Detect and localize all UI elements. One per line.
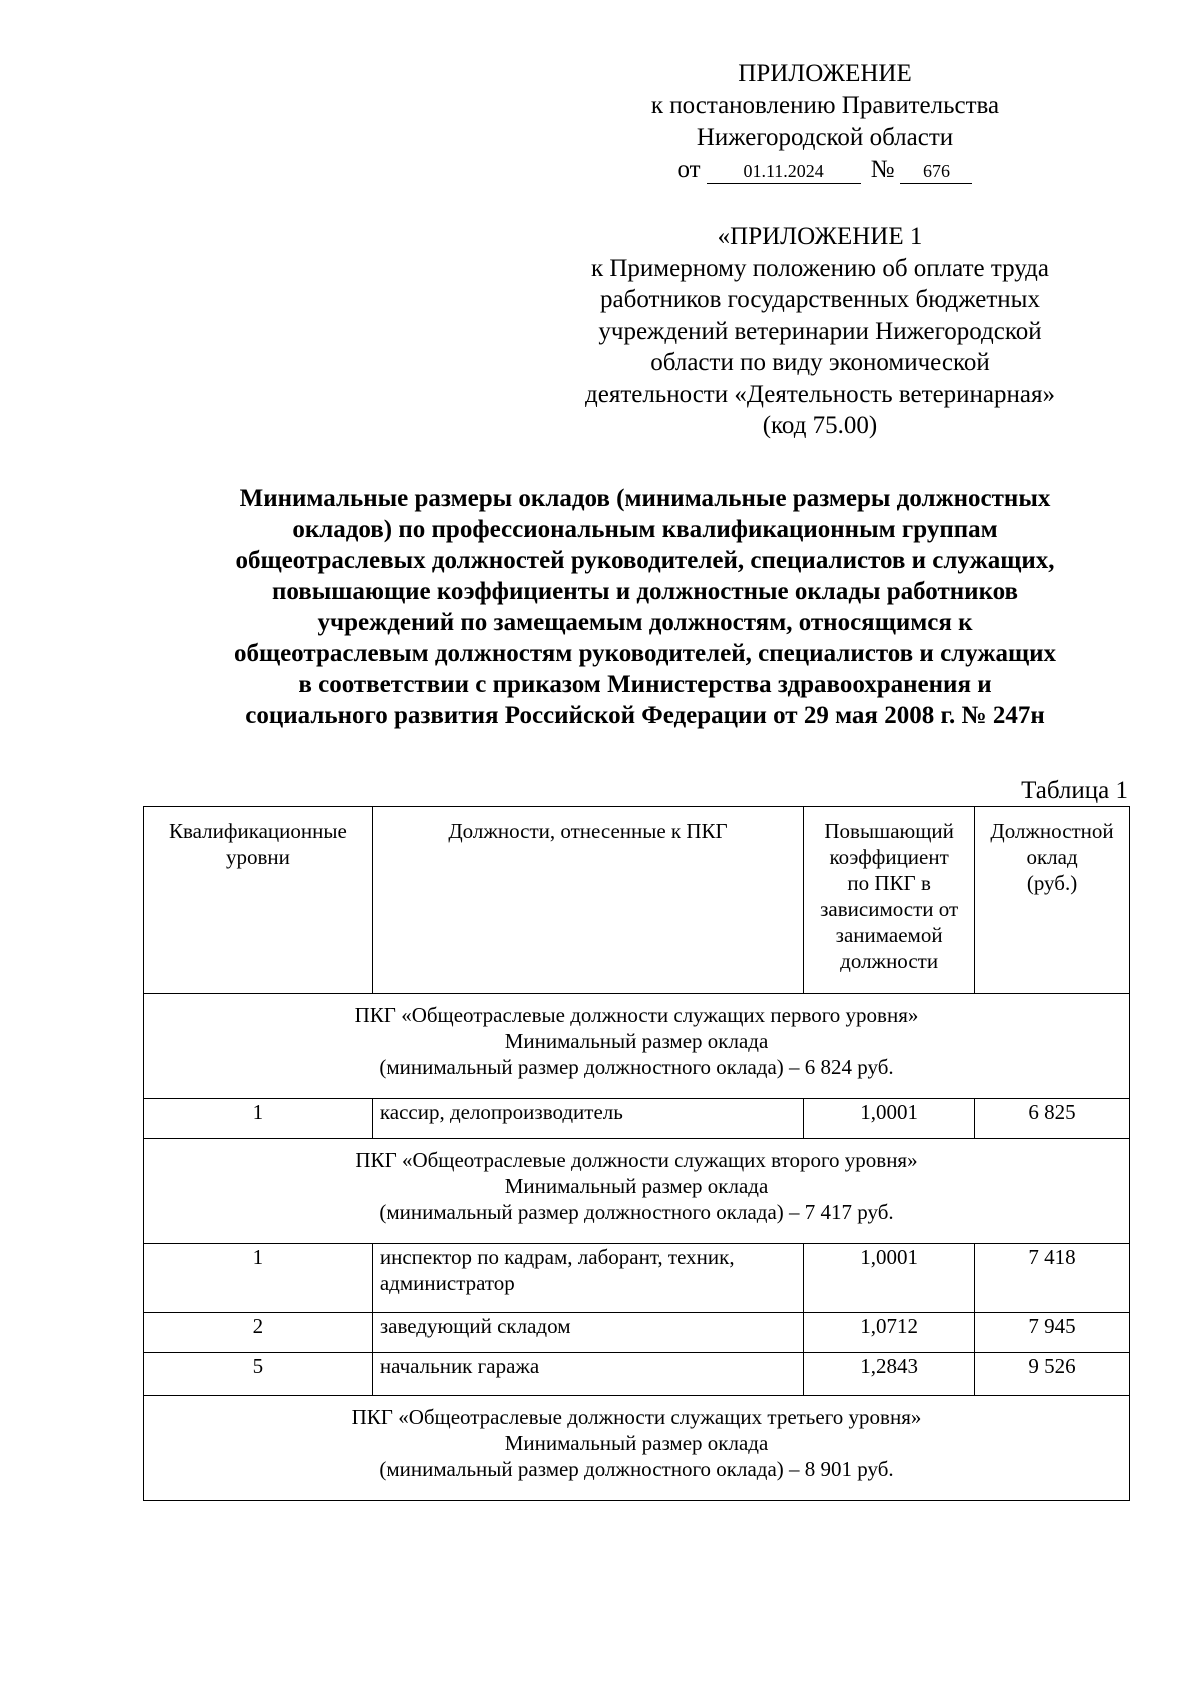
cell-coefficient: 1,0001 — [804, 1244, 975, 1313]
cell-level: 1 — [144, 1099, 373, 1139]
cell-positions — [372, 1353, 803, 1396]
header-level-line: Квалификационные — [169, 819, 347, 843]
annex-1-line: (код 75.00) — [762, 412, 878, 439]
salary-table — [143, 806, 1130, 1501]
title-line: общеотраслевым должностям руководителей, специалистов и служащих — [233, 640, 1056, 667]
annex-title: ПРИЛОЖЕНИЕ — [738, 60, 912, 87]
table-header-row — [144, 807, 1130, 994]
header-coefficient-line: зависимости от — [820, 897, 959, 921]
header-salary — [975, 807, 1130, 994]
annex-number-sign: № — [870, 156, 895, 183]
annex-1-line: к Примерному положению об оплате труда — [590, 254, 1050, 282]
annex-1-line: деятельности «Деятельность ветеринарная» — [585, 380, 1055, 408]
title-line: Минимальные размеры окладов (минимальные размеры должностных — [239, 485, 1051, 512]
group-heading-line: Минимальный размер оклада — [504, 1431, 769, 1455]
header-coefficient-line: должности — [840, 949, 939, 973]
cell-salary: 9 526 — [975, 1353, 1130, 1396]
cell-positions-line: администратор — [379, 1271, 515, 1295]
cell-positions-line: инспектор по кадрам, лаборант, техник, — [379, 1245, 735, 1269]
annex-1-line: учреждений ветеринарии Нижегородской — [598, 317, 1042, 345]
table-row — [144, 1099, 1130, 1139]
title-line: учреждений по замещаемым должностям, относящимся к — [317, 609, 973, 636]
cell-level: 1 — [144, 1244, 373, 1313]
group-heading-line: (минимальный размер должностного оклада) – 6 824 руб. — [379, 1055, 894, 1079]
cell-positions-line: заведующий складом — [379, 1314, 571, 1338]
header-salary-line: Должностной — [990, 819, 1114, 843]
cell-positions-line: кассир, делопроизводитель — [379, 1100, 623, 1124]
annex-1-line: области по виду экономической — [650, 349, 990, 376]
cell-coefficient: 1,0712 — [804, 1313, 975, 1353]
annex-1-line: работников государственных бюджетных — [600, 286, 1040, 313]
group-heading-line: (минимальный размер должностного оклада) – 7 417 руб. — [379, 1200, 894, 1224]
table-row — [144, 1313, 1130, 1353]
group-heading-line: (минимальный размер должностного оклада) – 8 901 руб. — [379, 1457, 894, 1481]
group-heading — [144, 1396, 1130, 1501]
header-level — [144, 807, 373, 994]
header-coefficient-line: Повышающий — [824, 819, 954, 843]
title-line: общеотраслевых должностей руководителей, специалистов и служащих, — [235, 547, 1055, 574]
table-caption: Таблица 1 — [1021, 777, 1128, 804]
cell-level: 2 — [144, 1313, 373, 1353]
cell-salary: 7 945 — [975, 1313, 1130, 1353]
group-heading-line: ПКГ «Общеотраслевые должности служащих второго уровня» — [355, 1148, 918, 1172]
cell-positions — [372, 1099, 803, 1139]
header-coefficient-line: коэффициент — [829, 845, 949, 869]
group-heading-line: Минимальный размер оклада — [504, 1174, 769, 1198]
cell-coefficient: 1,2843 — [804, 1353, 975, 1396]
cell-level: 5 — [144, 1353, 373, 1396]
title-line: повышающие коэффициенты и должностные оклады работников — [271, 578, 1019, 605]
annex-1-line: «ПРИЛОЖЕНИЕ 1 — [717, 223, 923, 250]
header-positions-line: Должности, отнесенные к ПКГ — [448, 819, 728, 843]
annex-line-2: Нижегородской области — [696, 124, 954, 151]
cell-positions — [372, 1313, 803, 1353]
group-row — [144, 1396, 1130, 1501]
annex-signature-row — [600, 154, 1050, 186]
header-salary-line: (руб.) — [1026, 871, 1078, 895]
cell-coefficient: 1,0001 — [804, 1099, 975, 1139]
annex-date: 01.11.2024 — [707, 159, 861, 184]
annex-header — [600, 58, 1050, 186]
cell-positions — [372, 1244, 803, 1313]
title-line: социального развития Российской Федерации от 29 мая 2008 г. № 247н — [245, 702, 1045, 729]
header-positions — [372, 807, 803, 994]
group-heading — [144, 1139, 1130, 1244]
title-line: в соответствии с приказом Министерства здравоохранения и — [298, 671, 992, 698]
table-row — [144, 1244, 1130, 1313]
group-heading-line: Минимальный размер оклада — [504, 1029, 769, 1053]
cell-salary: 7 418 — [975, 1244, 1130, 1313]
cell-positions-line: начальник гаража — [379, 1354, 540, 1378]
annex-line-1: к постановлению Правительства — [650, 92, 1000, 119]
header-coefficient-line: по ПКГ в — [847, 871, 931, 895]
annex-number: 676 — [900, 159, 972, 184]
header-coefficient-line: занимаемой — [835, 923, 943, 947]
annex-1-header — [540, 221, 1100, 442]
header-coefficient — [804, 807, 975, 994]
header-salary-line: оклад — [1026, 845, 1078, 869]
annex-from-label: от — [677, 156, 701, 183]
document-title — [150, 483, 1140, 731]
header-level-line: уровни — [225, 845, 290, 869]
table-row — [144, 1353, 1130, 1396]
group-heading — [144, 994, 1130, 1099]
title-line: окладов) по профессиональным квалификационным группам — [292, 516, 998, 543]
group-heading-line: ПКГ «Общеотраслевые должности служащих третьего уровня» — [351, 1405, 922, 1429]
group-row — [144, 994, 1130, 1099]
cell-salary: 6 825 — [975, 1099, 1130, 1139]
group-heading-line: ПКГ «Общеотраслевые должности служащих первого уровня» — [354, 1003, 919, 1027]
group-row — [144, 1139, 1130, 1244]
